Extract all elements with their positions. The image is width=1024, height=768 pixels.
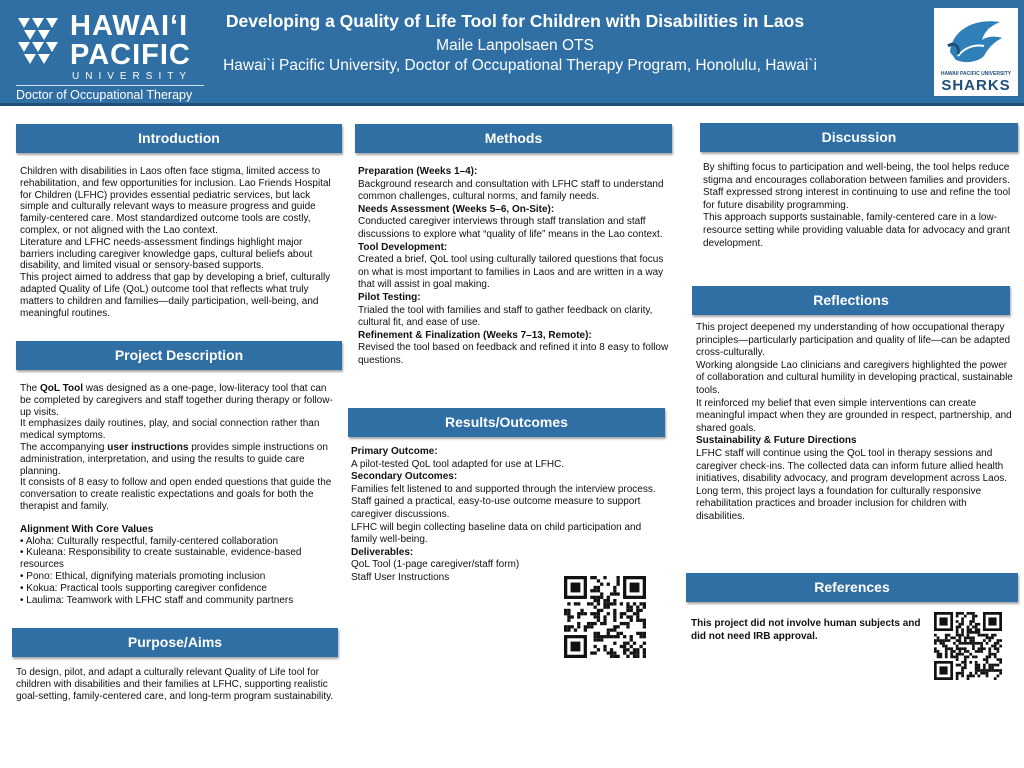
purpose-p1: To design, pilot, and adapt a culturally relevant Quality of Life tool for children with disabilities and their families at LFHC, supporting realistic goal-setting, family-centered care, and long-term program sustainability.	[16, 667, 334, 702]
primary-outcome-title: Primary Outcome:	[351, 446, 438, 457]
project-p2: It emphasizes daily routines, play, and social connection rather than medical symptoms.	[20, 418, 320, 442]
methods-item-title: Needs Assessment (Weeks 5–6, On-Site):	[358, 203, 555, 215]
methods-item-text: Revised the tool based on feedback and refined it into 8 easy to follow questions.	[358, 342, 669, 366]
secondary-outcome: Families felt listened to and supported through the interview process.	[351, 483, 656, 495]
irb-note: This project did not involve human subjects and did not need IRB approval.	[691, 618, 921, 642]
deliverable-item: Staff User Instructions	[351, 571, 450, 583]
purpose-body	[16, 667, 334, 702]
references-heading: References	[686, 573, 1018, 602]
project-p3-pre: The accompanying	[20, 441, 108, 453]
hpu-logo	[10, 8, 205, 100]
hpu-emblem-icon	[16, 14, 64, 74]
sharks-caption: HAWAII PACIFIC UNIVERSITY	[940, 71, 1012, 77]
reflections-p1: This project deepened my understanding of how occupational therapy principles—particularly participation and quality of life—can be adapted cross-culturally.	[696, 322, 1011, 359]
logo-text-university: UNIVERSITY	[72, 71, 193, 82]
logo-text-hawaii: HAWAI‘I	[70, 10, 189, 42]
discussion-p2: Staff expressed strong interest in continuing to use and refine the tool for future disability programming.	[703, 187, 1011, 211]
sustainability-heading: Sustainability & Future Directions	[696, 435, 857, 447]
project-description-heading: Project Description	[16, 341, 342, 370]
methods-item-title: Pilot Testing:	[358, 291, 421, 303]
discussion-p1: By shifting focus to participation and well-being, the tool helps reduce stigma and encourages collaboration between families and providers.	[703, 162, 1010, 186]
methods-item-text: Trialed the tool with families and staff to gather feedback on clarity, cultural fit, and ease of use.	[358, 304, 653, 329]
poster-affiliation: Hawai`i Pacific University, Doctor of Occupational Therapy Program, Honolulu, Hawai`i	[223, 57, 817, 74]
references-qr-code[interactable]	[934, 612, 1002, 680]
methods-item-title: Refinement & Finalization (Weeks 7–13, Remote):	[358, 329, 592, 341]
sharks-logo	[934, 8, 1018, 96]
project-p1-post: was designed as a one-page, low-literacy tool that can be completed by caregivers and staff together during therapy or follow-up visits.	[20, 383, 333, 418]
project-p3-bold: user instructions	[107, 441, 189, 453]
methods-item-text: Created a brief, QoL tool using culturally tailored questions that focus on what is most important to families in Laos and are written in a way that will assist in goal making.	[358, 254, 664, 291]
project-p3	[20, 442, 338, 477]
results-heading: Results/Outcomes	[348, 408, 665, 437]
values-item: • Laulima: Teamwork with LFHC staff and community partners	[20, 594, 294, 606]
primary-outcome-text: A pilot-tested QoL tool adapted for use at LFHC.	[351, 458, 565, 470]
project-p4: It consists of 8 easy to follow and open ended questions that guide the conversation to create realistic expectations and goals for both the therapist and family.	[20, 477, 332, 512]
values-item: • Aloha: Culturally respectful, family-centered collaboration	[20, 535, 279, 547]
introduction-body	[20, 166, 338, 319]
discussion-body	[703, 162, 1015, 250]
secondary-outcome: LFHC will begin collecting baseline data on child participation and family well-being.	[351, 521, 642, 546]
shark-icon	[944, 12, 1008, 70]
project-p1	[20, 383, 338, 418]
references-body	[691, 618, 927, 643]
introduction-p1: Children with disabilities in Laos often face stigma, limited access to rehabilitation, and few opportunities for inclusion. Lao Friends Hospital for Children (LFHC) provides essential pediatric services, but lack simple and culturally relevant ways to measure progress and guide family-centered care. Most standardized outcome tools are costly, complex, or not aligned with the Lao context.	[20, 166, 331, 236]
methods-item-text: Conducted caregiver interviews through staff translation and staff discussions to explore what “quality of life” means in the Lao context.	[358, 216, 663, 240]
values-item: • Kuleana: Responsibility to create sustainable, evidence-based resources	[20, 547, 302, 571]
values-heading: Alignment With Core Values	[20, 523, 154, 535]
project-p1-bold: QoL Tool	[40, 383, 83, 394]
project-description-body	[20, 383, 338, 606]
introduction-heading: Introduction	[16, 124, 342, 153]
reflections-p5: Long term, this project lays a foundation for culturally responsive rehabilitation practices and broader inclusion for children with disabilities.	[696, 485, 982, 522]
reflections-p3: It reinforced my belief that even simple interventions can create meaningful impact when they are grounded in respect, partnership, and shared goals.	[696, 397, 1012, 434]
discussion-heading: Discussion	[700, 123, 1018, 152]
discussion-p3: This approach supports sustainable, family-centered care in a low-resource setting while providing valuable data for advocacy and grant development.	[703, 212, 1010, 249]
methods-item-title: Tool Development:	[358, 241, 448, 253]
secondary-outcome: Staff gained a practical, easy-to-use outcome measure to support caregiver discussions.	[351, 496, 641, 520]
reflections-p4: LFHC staff will continue using the QoL tool in therapy sessions and caregiver check-ins. The collected data can inform future allied health initiatives, disability advocacy, and program development across Laos.	[696, 447, 1008, 485]
methods-item-title: Preparation (Weeks 1–4):	[358, 166, 478, 177]
secondary-outcomes-title: Secondary Outcomes:	[351, 471, 458, 483]
poster-header	[0, 0, 1024, 106]
sharks-wordmark: SHARKS	[941, 77, 1011, 94]
methods-item-text: Background research and consultation with LFHC staff to understand common challenges, cultural norms, and family needs.	[358, 178, 664, 203]
poster-title: Developing a Quality of Life Tool for Children with Disabilities in Laos	[225, 11, 805, 31]
project-p3-post: provides simple instructions on administration, interpretation, and using the results to guide care planning.	[20, 441, 328, 477]
deliverable-item: QoL Tool (1-page caregiver/staff form)	[351, 559, 520, 571]
project-p1-pre: The	[20, 383, 41, 394]
logo-text-pacific: PACIFIC	[70, 39, 191, 71]
methods-heading: Methods	[355, 124, 672, 153]
methods-body	[358, 166, 670, 368]
purpose-heading: Purpose/Aims	[12, 628, 338, 657]
values-item: • Kokua: Practical tools supporting caregiver confidence	[20, 582, 267, 594]
values-item: • Pono: Ethical, dignifying materials promoting inclusion	[20, 570, 266, 582]
introduction-p2: Literature and LFHC needs-assessment findings highlight major barriers including caregiver knowledge gaps, cultural beliefs about disability, and limited visual or sensory-based supports.	[20, 236, 313, 272]
introduction-p3: This project aimed to address that gap by developing a brief, culturally adapted Quality of Life (QoL) outcome tool that reflects what truly matters to children and families—daily participation, well-being, and meaningful routines.	[20, 272, 331, 319]
poster-author: Maile Lanpolsaen OTS	[436, 37, 594, 54]
logo-divider	[16, 85, 204, 86]
reflections-p2: Working alongside Lao clinicians and caregivers highlighted the power of collaboration and cultural humility in developing practical, sustainable tools.	[696, 359, 1013, 396]
reflections-body	[696, 322, 1016, 524]
deliverables-qr-code[interactable]	[564, 576, 646, 658]
reflections-heading: Reflections	[692, 286, 1010, 315]
logo-department: Doctor of Occupational Therapy	[16, 88, 193, 102]
deliverables-title: Deliverables:	[351, 546, 414, 558]
results-body	[351, 446, 667, 585]
